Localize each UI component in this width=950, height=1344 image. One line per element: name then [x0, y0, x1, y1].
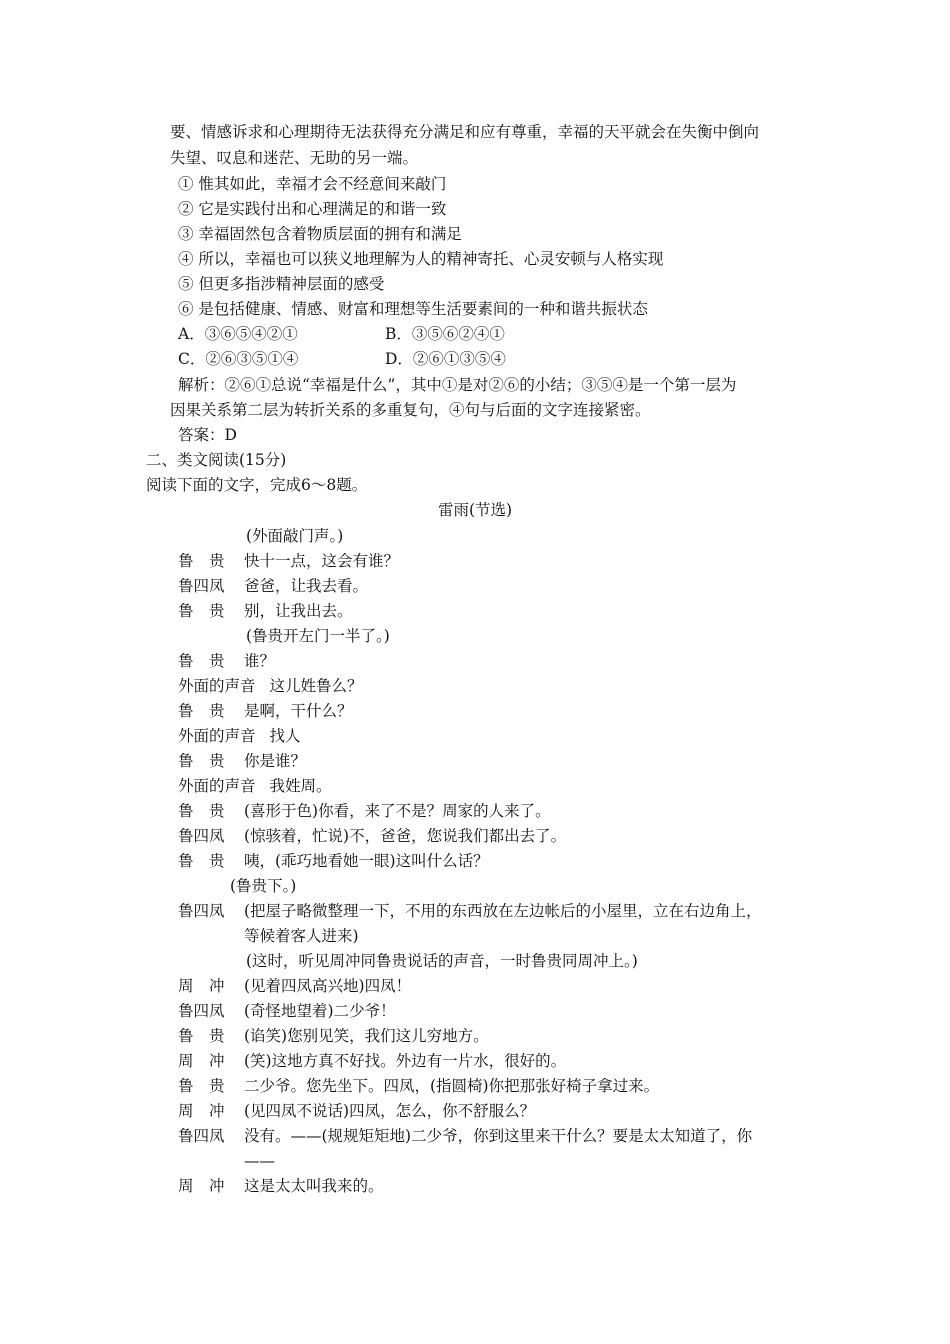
script-line	[178, 1024, 489, 1049]
script-line	[178, 849, 489, 874]
dialogue-text: 谁？	[244, 652, 276, 670]
speaker-name: 鲁 贵	[178, 1077, 225, 1095]
sentence-4: ④ 所以，幸福也可以狭义地理解为人的精神寄托、心灵安顿与人格实现	[178, 250, 664, 268]
dialogue-text: (把屋子略微整理一下，不用的东西放在左边帐后的小屋里，立在右边角上，	[244, 902, 762, 920]
reading-instruction: 阅读下面的文字，完成6～8题。	[146, 476, 368, 494]
stage-direction: (这时，听见周冲同鲁贵说话的声音，一时鲁贵同周冲上。)	[246, 952, 638, 970]
script-line	[178, 599, 353, 624]
analysis-line-1: 解析：②⑥①总说“幸福是什么”，其中①是对②⑥的小结；③⑤④是一个第一层为	[178, 376, 737, 394]
sentence-5: ⑤ 但更多指涉精神层面的感受	[178, 275, 385, 293]
speaker-name: 鲁四凤	[178, 577, 225, 595]
passage-line-2: 失望、叹息和迷茫、无助的另一端。	[170, 149, 419, 167]
stage-direction: (外面敲门声。)	[246, 527, 344, 545]
script-line	[178, 974, 411, 999]
speaker-name: 鲁 贵	[178, 1027, 225, 1045]
dialogue-text: 爸爸，让我去看。	[244, 577, 369, 595]
script-line	[178, 724, 301, 749]
dialogue-text: 咦，(乖巧地看她一眼)这叫什么话？	[244, 852, 489, 870]
speaker-name: 鲁 贵	[178, 602, 225, 620]
passage-line-1: 要、情感诉求和心理期待无法获得充分满足和应有尊重，幸福的天平就会在失衡中倒向	[170, 123, 760, 141]
option-b: B．③⑤⑥②④①	[385, 325, 505, 343]
dialogue-text: (见着四凤高兴地)四凤！	[244, 977, 412, 995]
dialogue-text: 找人	[269, 727, 301, 745]
dialogue-text: (见四凤不说话)四凤，怎么，你不舒服么？	[244, 1102, 536, 1120]
sentence-2: ② 它是实践付出和心理满足的和谐一致	[178, 200, 447, 218]
speaker-name: 周 冲	[178, 1052, 225, 1070]
script-line	[178, 1074, 659, 1099]
dialogue-text: (喜形于色)你看，来了不是？周家的人来了。	[244, 802, 551, 820]
speaker-name: 鲁 贵	[178, 802, 225, 820]
dialogue-text: 别，让我出去。	[244, 602, 353, 620]
script-line	[178, 574, 368, 599]
script-line	[178, 699, 353, 724]
dialogue-continuation: ——	[244, 1152, 275, 1170]
option-a: A．③⑥⑤④②①	[178, 325, 298, 343]
dialogue-text: 你是谁？	[244, 752, 307, 770]
dialogue-text: 这是太太叫我来的。	[244, 1177, 384, 1195]
speaker-name: 外面的声音	[178, 677, 256, 695]
answer: 答案：D	[178, 426, 237, 444]
speaker-name: 鲁四凤	[178, 827, 225, 845]
section-heading: 二、类文阅读(15分)	[146, 451, 287, 469]
dialogue-text: 这儿姓鲁么？	[269, 677, 363, 695]
script-line	[178, 799, 551, 824]
option-d: D．②⑥①③⑤④	[385, 350, 506, 368]
script-line	[178, 649, 275, 674]
speaker-name: 鲁 贵	[178, 752, 225, 770]
dialogue-text: 是啊，干什么？	[244, 702, 353, 720]
option-c: C．②⑥③⑤①④	[178, 350, 299, 368]
analysis-line-2: 因果关系第二层为转折关系的多重复句，④句与后面的文字连接紧密。	[170, 401, 651, 419]
speaker-name: 周 冲	[178, 1177, 225, 1195]
dialogue-text: 没有。——(规规矩矩地)二少爷，你到这里来干什么？要是太太知道了，你	[244, 1127, 753, 1145]
sentence-1: ① 惟其如此，幸福才会不经意间来敲门	[178, 175, 447, 193]
dialogue-text: (惊骇着，忙说)不，爸爸，您说我们都出去了。	[244, 827, 567, 845]
dialogue-text: (谄笑)您别见笑，我们这儿穷地方。	[244, 1027, 489, 1045]
script-line	[178, 999, 396, 1024]
script-line	[178, 774, 332, 799]
speaker-name: 周 冲	[178, 977, 225, 995]
speaker-name: 鲁 贵	[178, 552, 225, 570]
dialogue-text: 我姓周。	[269, 777, 332, 795]
stage-direction: (鲁贵下。)	[230, 877, 297, 895]
script-line	[178, 674, 363, 699]
speaker-name: 外面的声音	[178, 777, 256, 795]
script-line	[178, 749, 306, 774]
dialogue-text: 二少爷。您先坐下。四凤，(指圆椅)你把那张好椅子拿过来。	[244, 1077, 660, 1095]
script-line	[178, 1124, 752, 1149]
speaker-name: 周 冲	[178, 1102, 225, 1120]
speaker-name: 鲁 贵	[178, 852, 225, 870]
sentence-6: ⑥ 是包括健康、情感、财富和理想等生活要素间的一种和谐共振状态	[178, 300, 648, 318]
speaker-name: 鲁四凤	[178, 1002, 225, 1020]
dialogue-text: 快十一点，这会有谁？	[244, 552, 400, 570]
sentence-3: ③ 幸福固然包含着物质层面的拥有和满足	[178, 225, 462, 243]
script-line	[178, 1099, 535, 1124]
dialogue-text: (笑)这地方真不好找。外边有一片水，很好的。	[244, 1052, 567, 1070]
dialogue-continuation: 等候着客人进来)	[244, 927, 359, 945]
script-line	[178, 1174, 384, 1199]
script-line	[178, 899, 762, 924]
dialogue-text: (奇怪地望着)二少爷！	[244, 1002, 396, 1020]
speaker-name: 鲁四凤	[178, 1127, 225, 1145]
speaker-name: 鲁 贵	[178, 702, 225, 720]
speaker-name: 鲁 贵	[178, 652, 225, 670]
speaker-name: 外面的声音	[178, 727, 256, 745]
script-line	[178, 549, 399, 574]
excerpt-title: 雷雨(节选)	[437, 501, 513, 519]
script-line	[178, 824, 566, 849]
script-line	[178, 1049, 566, 1074]
speaker-name: 鲁四凤	[178, 902, 225, 920]
stage-direction: (鲁贵开左门一半了。)	[246, 627, 390, 645]
